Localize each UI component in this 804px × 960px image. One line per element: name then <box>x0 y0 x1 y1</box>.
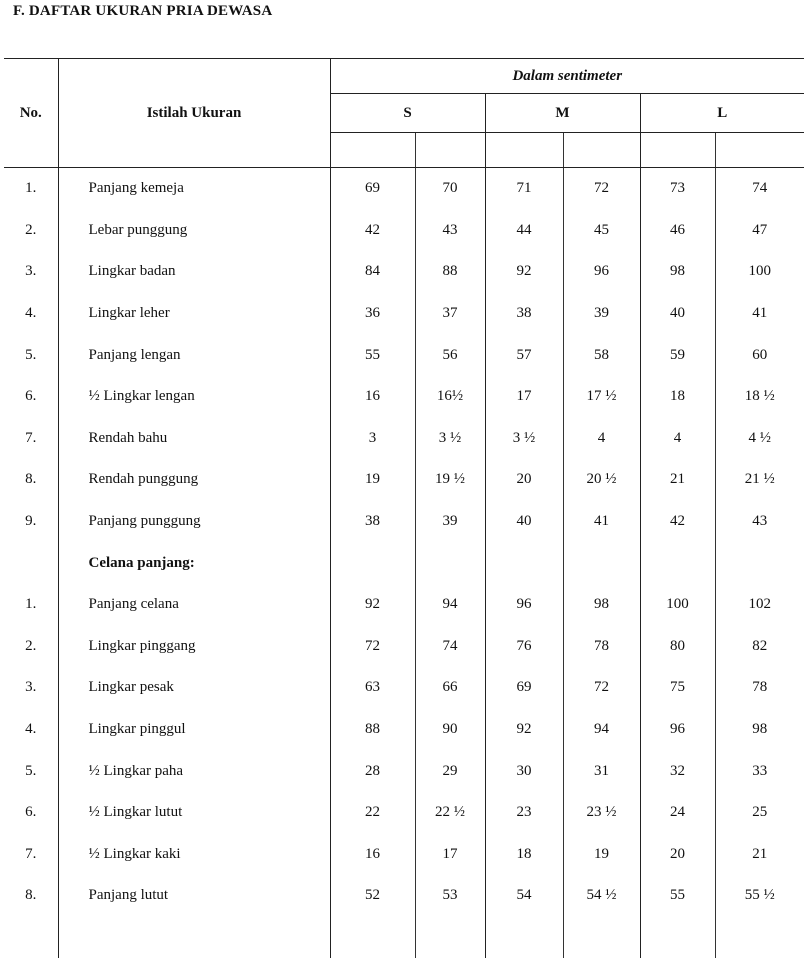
measurement-value: 47 <box>715 210 804 252</box>
measurement-value: 19 <box>563 834 640 876</box>
measurement-value: 30 <box>485 750 563 792</box>
measurement-value: 98 <box>640 251 715 293</box>
measurement-value: 4 <box>640 418 715 460</box>
empty-cell <box>58 917 330 959</box>
table-row <box>4 834 804 876</box>
table-row <box>4 210 804 252</box>
measurement-value: 42 <box>640 501 715 543</box>
table-row <box>4 459 804 501</box>
header-subcell <box>485 133 563 168</box>
measurement-value: 31 <box>563 750 640 792</box>
measurement-value: 59 <box>640 334 715 376</box>
measurement-value: 96 <box>485 584 563 626</box>
row-number: 6. <box>4 376 58 418</box>
row-number: 8. <box>4 459 58 501</box>
section-row <box>4 542 804 584</box>
row-number: 2. <box>4 626 58 668</box>
measurement-value: 24 <box>640 792 715 834</box>
measurement-value: 74 <box>715 168 804 210</box>
table-row <box>4 334 804 376</box>
measurement-term: Rendah bahu <box>58 418 330 460</box>
row-number: 7. <box>4 834 58 876</box>
measurement-value: 3 <box>368 429 377 446</box>
empty-cell <box>640 542 715 584</box>
header-size-m: M <box>485 94 640 133</box>
measurement-value: 23 ½ <box>563 792 640 834</box>
empty-cell <box>330 542 415 584</box>
empty-cell <box>330 917 415 959</box>
measurement-value: 78 <box>563 626 640 668</box>
measurement-value: 23 <box>485 792 563 834</box>
measurement-value: 18 ½ <box>715 376 804 418</box>
row-number: 1. <box>4 584 58 626</box>
measurement-value: 54 ½ <box>563 875 640 917</box>
measurement-term: Panjang lengan <box>58 334 330 376</box>
measurement-value: 55 <box>640 875 715 917</box>
row-number: 6. <box>4 792 58 834</box>
measurement-value: 88 <box>365 721 380 738</box>
measurement-value: 42 <box>365 221 380 238</box>
empty-cell <box>415 917 485 959</box>
measurement-term: Panjang lutut <box>58 875 330 917</box>
measurement-value: 90 <box>415 709 485 751</box>
measurement-value: 54 <box>485 875 563 917</box>
measurement-value: 60 <box>715 334 804 376</box>
measurement-value: 22 ½ <box>415 792 485 834</box>
measurement-value: 100 <box>715 251 804 293</box>
row-number: 8. <box>4 875 58 917</box>
measurement-value: 19 ½ <box>415 459 485 501</box>
row-number <box>4 542 58 584</box>
measurement-value: 16 <box>365 388 380 405</box>
measurement-value: 43 <box>415 210 485 252</box>
measurement-value: 18 <box>640 376 715 418</box>
measurement-value: 56 <box>415 334 485 376</box>
table-bottom-space <box>4 917 804 959</box>
measurement-value: 3 ½ <box>415 418 485 460</box>
measurement-value: 94 <box>563 709 640 751</box>
table-row <box>4 626 804 668</box>
measurement-value: 29 <box>415 750 485 792</box>
measurement-value: 19 <box>365 471 380 488</box>
header-no: No. <box>4 59 58 168</box>
measurement-value: 63 <box>365 679 380 696</box>
measurement-term: ½ Lingkar lengan <box>58 376 330 418</box>
measurement-term: Lingkar badan <box>58 251 330 293</box>
measurement-value: 100 <box>640 584 715 626</box>
header-subcell <box>563 133 640 168</box>
measurement-value: 17 <box>415 834 485 876</box>
measurement-value: 69 <box>485 667 563 709</box>
measurement-value: 3 ½ <box>485 418 563 460</box>
measurement-value: 43 <box>715 501 804 543</box>
measurement-value: 72 <box>563 168 640 210</box>
measurement-value: 96 <box>563 251 640 293</box>
measurement-value: 40 <box>485 501 563 543</box>
measurement-term: Lingkar pinggul <box>58 709 330 751</box>
measurement-value: 78 <box>715 667 804 709</box>
empty-cell <box>415 542 485 584</box>
measurement-term: Panjang kemeja <box>58 168 330 210</box>
measurement-value: 18 <box>485 834 563 876</box>
measurement-value: 44 <box>485 210 563 252</box>
empty-cell <box>715 542 804 584</box>
measurement-value: 52 <box>365 887 380 904</box>
measurement-value: 33 <box>715 750 804 792</box>
table-row <box>4 501 804 543</box>
measurement-value: 28 <box>365 762 380 779</box>
empty-cell <box>715 917 804 959</box>
measurement-term: Lingkar leher <box>58 293 330 335</box>
size-table <box>4 58 804 958</box>
table-row <box>4 875 804 917</box>
header-subcell <box>640 133 715 168</box>
table-row <box>4 293 804 335</box>
header-size-l: L <box>640 94 804 133</box>
measurement-value: 32 <box>640 750 715 792</box>
row-number: 3. <box>4 667 58 709</box>
empty-cell <box>4 917 58 959</box>
table-row <box>4 418 804 460</box>
row-number: 1. <box>4 168 58 210</box>
measurement-value: 69 <box>365 180 380 197</box>
row-number: 5. <box>4 750 58 792</box>
measurement-value: 37 <box>415 293 485 335</box>
measurement-value: 84 <box>365 263 380 280</box>
header-unit: Dalam sentimeter <box>330 59 804 94</box>
measurement-value: 74 <box>415 626 485 668</box>
empty-cell <box>485 917 563 959</box>
measurement-term: Lingkar pinggang <box>58 626 330 668</box>
measurement-value: 57 <box>485 334 563 376</box>
measurement-value: 39 <box>563 293 640 335</box>
measurement-term: ½ Lingkar kaki <box>58 834 330 876</box>
measurement-value: 20 <box>485 459 563 501</box>
measurement-term: Rendah punggung <box>58 459 330 501</box>
measurement-value: 96 <box>640 709 715 751</box>
measurement-value: 39 <box>415 501 485 543</box>
table-row <box>4 792 804 834</box>
measurement-value: 21 ½ <box>715 459 804 501</box>
measurement-value: 45 <box>563 210 640 252</box>
measurement-value: 76 <box>485 626 563 668</box>
measurement-term: Panjang punggung <box>58 501 330 543</box>
measurement-value: 98 <box>715 709 804 751</box>
table-row <box>4 376 804 418</box>
row-number: 7. <box>4 418 58 460</box>
table-header <box>4 59 804 168</box>
empty-cell <box>485 542 563 584</box>
measurement-value: 38 <box>365 513 380 530</box>
measurement-value: 71 <box>485 168 563 210</box>
header-subcell <box>415 133 485 168</box>
measurement-term: Panjang celana <box>58 584 330 626</box>
measurement-value: 36 <box>365 305 380 322</box>
row-number: 3. <box>4 251 58 293</box>
page-title: F. DAFTAR UKURAN PRIA DEWASA <box>13 3 273 19</box>
measurement-value: 66 <box>415 667 485 709</box>
row-number: 4. <box>4 293 58 335</box>
measurement-value: 41 <box>563 501 640 543</box>
measurement-value: 72 <box>365 637 380 654</box>
measurement-value: 55 ½ <box>715 875 804 917</box>
measurement-value: 92 <box>365 596 380 613</box>
measurement-value: 92 <box>485 709 563 751</box>
measurement-value: 21 <box>640 459 715 501</box>
table-body <box>4 168 804 959</box>
measurement-value: 102 <box>715 584 804 626</box>
measurement-value: 22 <box>365 804 380 821</box>
measurement-value: 92 <box>485 251 563 293</box>
measurement-value: 40 <box>640 293 715 335</box>
measurement-value: 41 <box>715 293 804 335</box>
measurement-value: 98 <box>563 584 640 626</box>
table-row <box>4 251 804 293</box>
measurement-value: 20 ½ <box>563 459 640 501</box>
empty-cell <box>563 917 640 959</box>
measurement-term: ½ Lingkar lutut <box>58 792 330 834</box>
table-row <box>4 584 804 626</box>
measurement-value: 38 <box>485 293 563 335</box>
header-subcell <box>330 133 415 168</box>
table-row <box>4 709 804 751</box>
empty-cell <box>563 542 640 584</box>
measurement-term: ½ Lingkar paha <box>58 750 330 792</box>
measurement-value: 25 <box>715 792 804 834</box>
measurement-value: 94 <box>415 584 485 626</box>
section-label: Celana panjang: <box>58 542 330 584</box>
measurement-value: 82 <box>715 626 804 668</box>
table-row <box>4 168 804 210</box>
measurement-term: Lebar punggung <box>58 210 330 252</box>
measurement-value: 16½ <box>415 376 485 418</box>
header-term: Istilah Ukuran <box>58 59 330 168</box>
header-subcell <box>715 133 804 168</box>
measurement-value: 17 ½ <box>563 376 640 418</box>
measurement-value: 73 <box>640 168 715 210</box>
measurement-value: 20 <box>640 834 715 876</box>
measurement-value: 46 <box>640 210 715 252</box>
table-row <box>4 667 804 709</box>
measurement-value: 16 <box>365 845 380 862</box>
measurement-value: 4 ½ <box>715 418 804 460</box>
measurement-value: 88 <box>415 251 485 293</box>
row-number: 9. <box>4 501 58 543</box>
measurement-value: 70 <box>415 168 485 210</box>
measurement-value: 21 <box>715 834 804 876</box>
header-size-s: S <box>330 94 485 133</box>
row-number: 4. <box>4 709 58 751</box>
row-number: 5. <box>4 334 58 376</box>
measurement-value: 4 <box>563 418 640 460</box>
row-number: 2. <box>4 210 58 252</box>
measurement-value: 17 <box>485 376 563 418</box>
measurement-value: 58 <box>563 334 640 376</box>
measurement-term: Lingkar pesak <box>58 667 330 709</box>
empty-cell <box>640 917 715 959</box>
measurement-value: 72 <box>563 667 640 709</box>
measurement-value: 75 <box>640 667 715 709</box>
table-row <box>4 750 804 792</box>
measurement-value: 55 <box>365 346 380 363</box>
measurement-value: 53 <box>415 875 485 917</box>
measurement-value: 80 <box>640 626 715 668</box>
